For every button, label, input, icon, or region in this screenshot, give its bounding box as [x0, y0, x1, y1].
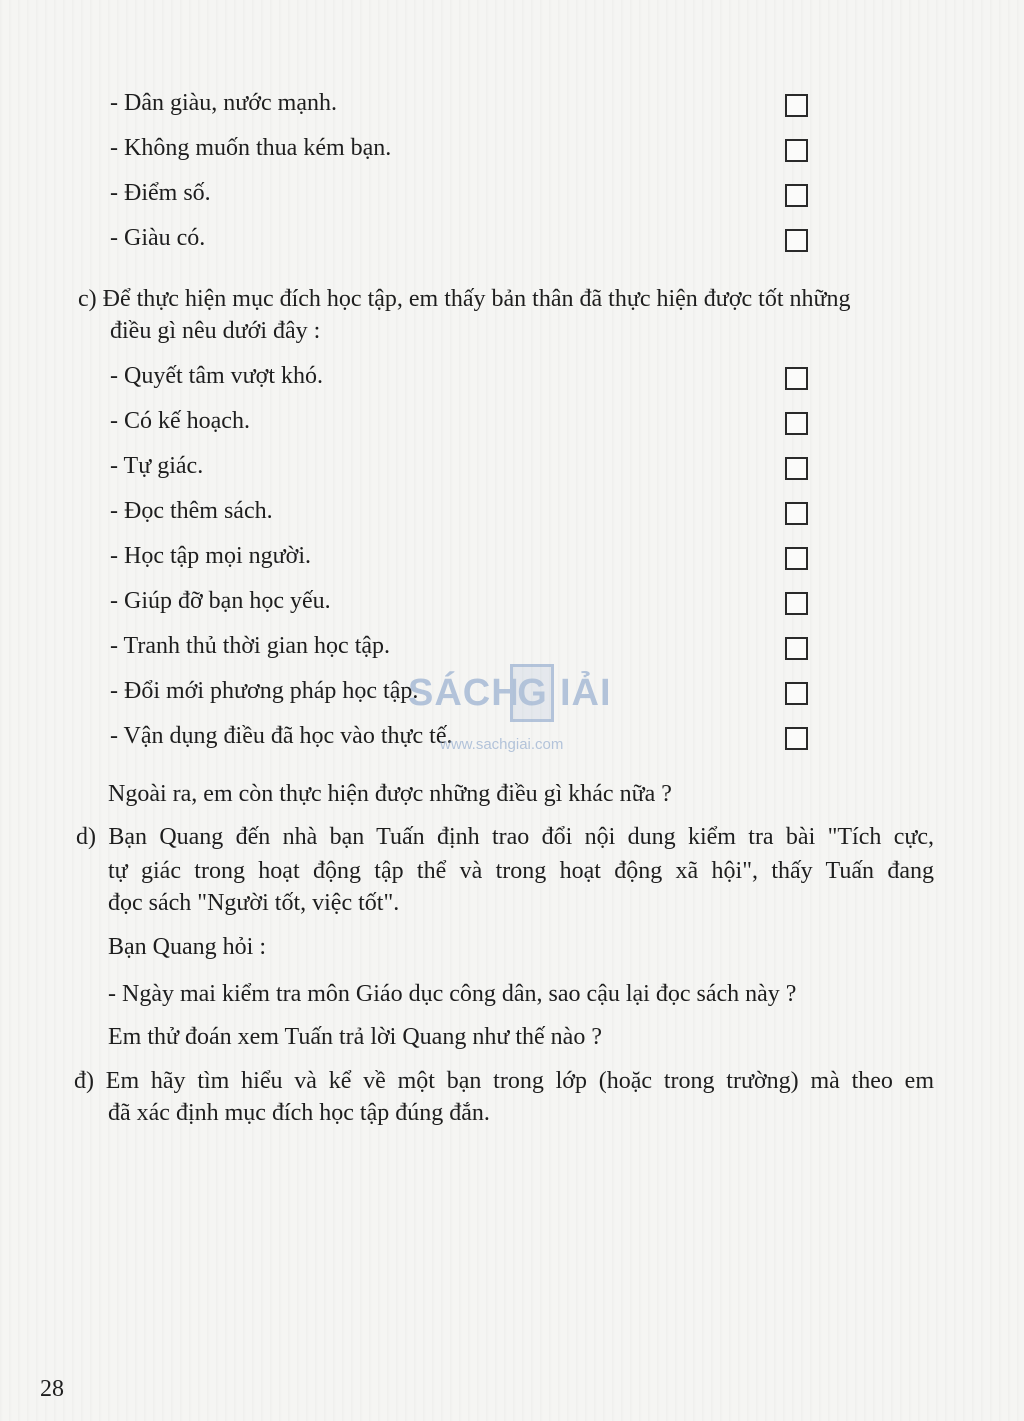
checkbox-c-8[interactable] [785, 682, 808, 705]
question-d-line-2: tự giác trong hoạt động tập thể và trong hoạt động xã hội", thấy Tuấn đang [108, 858, 934, 884]
question-d-line-4: Bạn Quang hỏi : [108, 934, 266, 960]
question-d-line-1: d) Bạn Quang đến nhà bạn Tuấn định trao đổi nội dung kiểm tra bài "Tích cực, [76, 824, 934, 850]
list-c-item-7: - Tranh thủ thời gian học tập. [110, 633, 391, 659]
page-number: 28 [40, 1376, 64, 1402]
list-c-item-3: - Tự giác. [110, 453, 204, 479]
list-b-item-3: - Điểm số. [110, 180, 211, 206]
checkbox-b-2[interactable] [785, 139, 808, 162]
list-c-item-4: - Đọc thêm sách. [110, 498, 273, 524]
checkbox-c-3[interactable] [785, 457, 808, 480]
checkbox-b-3[interactable] [785, 184, 808, 207]
checkbox-b-1[interactable] [785, 94, 808, 117]
watermark-brand-right: IẢI [560, 672, 612, 714]
question-c-line-1: c) Để thực hiện mục đích học tập, em thấy bản thân đã thực hiện được tốt những [78, 286, 851, 312]
question-d-line-5: - Ngày mai kiểm tra môn Giáo dục công dân, sao cậu lại đọc sách này ? [108, 981, 797, 1007]
question-d-line-3: đọc sách "Người tốt, việc tốt". [108, 890, 400, 916]
question-dd-line-2: đã xác định mục đích học tập đúng đắn. [108, 1100, 490, 1126]
list-c-item-9: - Vận dụng điều đã học vào thực tế. [110, 723, 453, 749]
checkbox-c-9[interactable] [785, 727, 808, 750]
list-c-item-5: - Học tập mọi người. [110, 543, 311, 569]
question-c-line-2: điều gì nêu dưới đây : [110, 318, 321, 344]
checkbox-c-7[interactable] [785, 637, 808, 660]
watermark-logo [408, 664, 628, 759]
checkbox-c-5[interactable] [785, 547, 808, 570]
watermark-url: www.sachgiai.com [440, 736, 564, 753]
checkbox-c-1[interactable] [785, 367, 808, 390]
question-d-line-6: Em thử đoán xem Tuấn trả lời Quang như thế nào ? [108, 1024, 602, 1050]
checkbox-c-4[interactable] [785, 502, 808, 525]
checkbox-c-2[interactable] [785, 412, 808, 435]
list-b-item-4: - Giàu có. [110, 225, 206, 251]
list-b-item-2: - Không muốn thua kém bạn. [110, 135, 392, 161]
question-dd-line-1: đ) Em hãy tìm hiểu và kể về một bạn trong lớp (hoặc trong trường) mà theo em [74, 1068, 934, 1094]
watermark-brand-mid: G [510, 664, 554, 722]
list-c-item-2: - Có kế hoạch. [110, 408, 250, 434]
list-b-item-1: - Dân giàu, nước mạnh. [110, 90, 337, 116]
list-c-item-8: - Đổi mới phương pháp học tập. [110, 678, 419, 704]
watermark-brand-left: SÁCH [408, 672, 520, 714]
list-c-item-1: - Quyết tâm vượt khó. [110, 363, 323, 389]
question-c-extra: Ngoài ra, em còn thực hiện được những điều gì khác nữa ? [108, 781, 672, 807]
list-c-item-6: - Giúp đỡ bạn học yếu. [110, 588, 331, 614]
checkbox-c-6[interactable] [785, 592, 808, 615]
checkbox-b-4[interactable] [785, 229, 808, 252]
